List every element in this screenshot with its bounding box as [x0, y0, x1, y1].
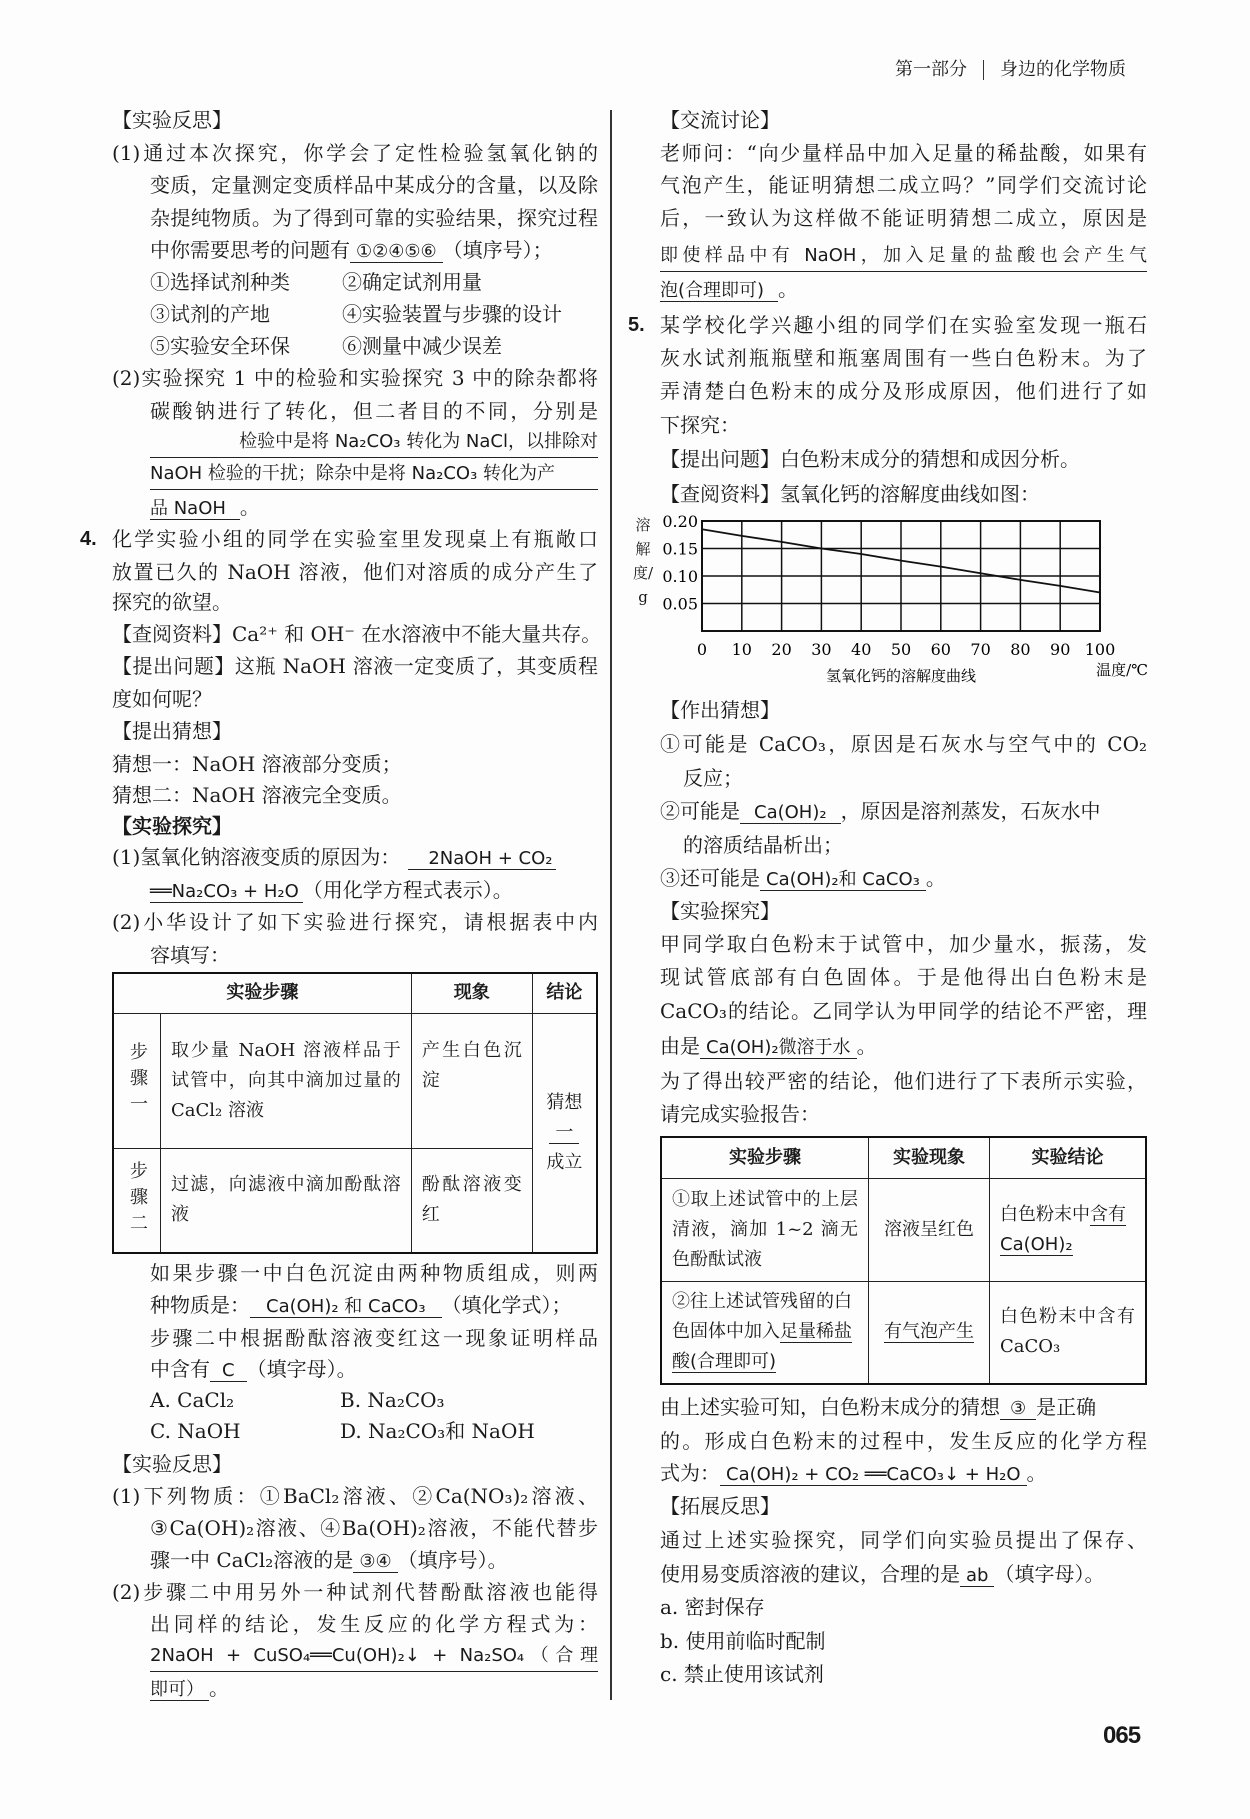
- data-point: [741, 535, 743, 537]
- table-header: 实验步骤: [113, 973, 411, 1013]
- text-line: (2)步骤二中用另外一种试剂代替酚酞溶液也能得: [112, 1580, 598, 1604]
- text: 是正确: [1036, 1395, 1097, 1419]
- text: ②往上述试管残留的白色固体中加入: [672, 1291, 852, 1343]
- experiment-report-table: [660, 1136, 1147, 1385]
- answer: 2NaOH + CO₂: [408, 848, 556, 870]
- option-item: ⑤实验安全环保: [150, 334, 290, 358]
- option-item: ③试剂的产地: [150, 302, 270, 326]
- text: 猜想: [546, 1091, 583, 1113]
- conclusion: 白色粉末中含有 CaCO₃: [990, 1281, 1147, 1384]
- answer: Ca(OH)₂微溶于水: [700, 1037, 857, 1059]
- text-line: 后，一致认为这样做不能证明猜想二成立，原因是: [660, 206, 1147, 230]
- answer: NaOH 检验的干扰；除杂中是将 Na₂CO₃ 转化为产: [150, 459, 598, 490]
- text-line: 探究的欲望。: [112, 590, 232, 614]
- text-line: 气泡产生，能证明猜想二成立吗？”同学们交流讨论: [660, 173, 1147, 197]
- data-point: [821, 548, 823, 550]
- choice-d: D. Na₂CO₃和 NaOH: [340, 1419, 535, 1443]
- x-tick-label: 20: [771, 640, 792, 659]
- table-row: [661, 1178, 1146, 1281]
- conclusion: [990, 1178, 1147, 1281]
- text-line: 步骤二中根据酚酞溶液变红这一现象证明样品: [150, 1326, 598, 1350]
- answer: ══Na₂CO₃ + H₂O: [150, 881, 303, 903]
- x-tick-label: 60: [930, 640, 951, 659]
- answer: ab: [960, 1565, 994, 1587]
- text-line: (1)通过本次探究，你学会了定性检验氢氧化钠的: [112, 141, 598, 165]
- table-row: [113, 1148, 597, 1253]
- page-number: 065: [1103, 1722, 1141, 1749]
- text-line: 如果步骤一中白色沉淀由两种物质组成，则两: [150, 1261, 598, 1285]
- text: （填字母）。: [246, 1357, 357, 1381]
- y-tick-label: 0.20: [662, 512, 698, 531]
- option-item: ④实验装置与步骤的设计: [342, 302, 562, 326]
- option-b: b. 使用前临时配制: [660, 1629, 826, 1653]
- step-text: [661, 1281, 869, 1384]
- text-line: CaCO₃的结论。乙同学认为甲同学的结论不严密，理: [660, 999, 1147, 1023]
- option-item: ①选择试剂种类: [150, 270, 290, 294]
- step-text: 过滤，向滤液中滴加酚酞溶液: [161, 1148, 412, 1253]
- section-heading: 【实验反思】: [112, 108, 232, 132]
- y-tick-label: 0.05: [662, 594, 698, 614]
- text: （用化学方程式表示）。: [302, 878, 513, 902]
- text: (1)氢氧化钠溶液变质的原因为：: [112, 845, 401, 869]
- x-tick-label: 80: [1010, 640, 1031, 659]
- problem-number: 5.: [628, 314, 645, 336]
- answer: 泡(合理即可): [660, 280, 778, 302]
- data-point: [781, 541, 783, 543]
- text-line: 【查阅资料】Ca²⁺ 和 OH⁻ 在水溶液中不能大量共存。: [112, 622, 602, 646]
- answer: Ca(OH)₂: [740, 802, 841, 824]
- text-line: 的。形成白色粉末的过程中，发生反应的化学方程: [660, 1429, 1147, 1453]
- header-title: 身边的化学物质: [1000, 59, 1126, 80]
- section-heading: 【实验探究】: [660, 899, 780, 923]
- data-point: [1099, 592, 1101, 594]
- text: （填字母）。: [994, 1562, 1105, 1586]
- x-tick-label: 100: [1084, 640, 1116, 659]
- text-line: 容填写：: [150, 943, 230, 967]
- chart-title: 氢氧化钙的溶解度曲线: [825, 667, 977, 685]
- text: 。: [239, 495, 260, 519]
- running-header: [895, 55, 1126, 81]
- text-line: 通过上述实验探究，同学们向实验员提出了保存、: [660, 1528, 1147, 1552]
- conclusion: [532, 1013, 597, 1253]
- text-line: 放置已久的 NaOH 溶液，他们对溶质的成分产生了: [112, 560, 598, 584]
- step-text: ①取上述试管中的上层清液，滴加 1~2 滴无色酚酞试液: [661, 1178, 869, 1281]
- table-header: 实验步骤: [661, 1137, 869, 1178]
- text: （填化学式）；: [441, 1293, 572, 1317]
- section-heading: 【作出猜想】: [660, 698, 780, 722]
- text: 使用易变质溶液的建议，合理的是: [660, 1562, 960, 1586]
- text-line: 甲同学取白色粉末于试管中，加少量水，振荡，发: [660, 932, 1147, 956]
- data-point: [980, 572, 982, 574]
- text: ②可能是: [660, 799, 740, 823]
- answer: 2NaOH + CuSO₄══Cu(OH)₂↓ + Na₂SO₄（合理: [150, 1641, 598, 1672]
- choice-b: B. Na₂CO₃: [340, 1388, 445, 1412]
- step-label: 步骤二: [113, 1148, 161, 1253]
- answer: ③: [1000, 1398, 1036, 1420]
- text-line: 反应；: [683, 766, 743, 790]
- text-line: 变质，定量测定变质样品中某成分的含量，以及除: [150, 173, 598, 197]
- step-text: 取少量 NaOH 溶液样品于试管中，向其中滴加过量的 CaCl₂ 溶液: [161, 1013, 412, 1148]
- text: 由是: [660, 1034, 700, 1058]
- x-tick-label: 50: [890, 640, 912, 659]
- text-line: 猜想二：NaOH 溶液完全变质。: [112, 783, 402, 807]
- table-header: 现象: [411, 973, 532, 1013]
- answer: ①②④⑤⑥: [350, 241, 443, 263]
- section-heading: 【实验探究】: [112, 814, 232, 838]
- answer: 一: [549, 1122, 579, 1144]
- text-line: (1)下列物质：①BaCl₂溶液、②Ca(NO₃)₂溶液、: [112, 1484, 598, 1508]
- text: 白色粉末中: [1000, 1203, 1090, 1225]
- text-line: (2)实验探究 1 中的检验和实验探究 3 中的除杂都将: [112, 366, 598, 390]
- text-line: 猜想一：NaOH 溶液部分变质；: [112, 752, 402, 776]
- data-point: [1059, 585, 1061, 587]
- answer: 检验中是将 Na₂CO₃ 转化为 NaCl，以排除对: [150, 427, 598, 458]
- experiment-table: [112, 972, 598, 1254]
- table-row: [113, 1013, 597, 1148]
- header-section: 第一部分: [895, 59, 967, 80]
- x-tick-label: 40: [851, 640, 872, 659]
- text-line: 化学实验小组的同学在实验室里发现桌上有瓶敞口: [112, 527, 598, 551]
- text-line: 杂提纯物质。为了得到可靠的实验结果，探究过程: [150, 206, 598, 230]
- text-line: 为了得出较严密的结论，他们进行了下表所示实验，: [660, 1069, 1147, 1093]
- y-axis-label: 溶解度/g: [633, 516, 654, 606]
- text: 。: [1026, 1461, 1047, 1485]
- text-line: 老师问：“向少量样品中加入足量的稀盐酸，如果有: [660, 141, 1147, 165]
- text: 骤一中 CaCl₂溶液的是: [150, 1548, 354, 1572]
- text: 。: [778, 277, 799, 301]
- text-line: 下探究：: [660, 413, 740, 437]
- data-point: [940, 566, 942, 568]
- answer: Ca(OH)₂ + CO₂ ══CaCO₃↓ + H₂O: [720, 1464, 1027, 1486]
- table-header: 实验结论: [990, 1137, 1147, 1178]
- data-point: [1020, 579, 1022, 581]
- answer: ③④: [353, 1551, 397, 1573]
- step-label: 步骤一: [113, 1013, 161, 1148]
- data-point: [701, 528, 703, 530]
- x-tick-label: 30: [811, 640, 832, 659]
- section-heading: 【拓展反思】: [660, 1494, 780, 1518]
- text: 式为：: [660, 1461, 720, 1485]
- option-item: ⑥测量中减少误差: [342, 334, 502, 358]
- text-line: ①可能是 CaCO₃，原因是石灰水与空气中的 CO₂: [660, 732, 1147, 756]
- choice-a: A. CaCl₂: [150, 1388, 235, 1412]
- text-line: (2)小华设计了如下实验进行探究，请根据表中内: [112, 910, 598, 934]
- text-line: 碳酸钠进行了转化，但二者目的不同，分别是: [150, 399, 598, 423]
- table-header: 实验现象: [869, 1137, 990, 1178]
- answer: 有气泡产生: [884, 1321, 974, 1343]
- section-heading: 【实验反思】: [112, 1452, 232, 1476]
- x-tick-label: 90: [1050, 640, 1071, 659]
- text-line: 度如何呢？: [112, 687, 212, 711]
- text: ③还可能是: [660, 866, 760, 890]
- phenomenon: 产生白色沉淀: [411, 1013, 532, 1148]
- y-tick-label: 0.15: [662, 539, 698, 559]
- x-tick-label: 0: [696, 640, 708, 659]
- text: 成立: [546, 1151, 583, 1173]
- option-a: a. 密封保存: [660, 1595, 765, 1619]
- problem-number: 4.: [80, 528, 97, 550]
- answer: Ca(OH)₂和 CaCO₃: [760, 869, 926, 891]
- text-line: 灰水试剂瓶瓶壁和瓶塞周围有一些白色粉末。为了: [660, 346, 1147, 370]
- text: 种物质是：: [150, 1293, 250, 1317]
- text-line: 【查阅资料】氢氧化钙的溶解度曲线如图：: [660, 482, 1040, 506]
- text-line: ③Ca(OH)₂溶液、④Ba(OH)₂溶液，不能代替步: [150, 1516, 598, 1540]
- solubility-chart: [630, 505, 1150, 695]
- text-line: 某学校化学兴趣小组的同学们在实验室发现一瓶石: [660, 313, 1147, 337]
- x-tick-label: 10: [731, 640, 752, 659]
- answer: 即使样品中有 NaOH，加入足量的盐酸也会产生气: [660, 241, 1147, 272]
- text-line: 【提出问题】这瓶 NaOH 溶液一定变质了，其变质程: [112, 654, 598, 678]
- text-line: 出同样的结论，发生反应的化学方程式为：: [150, 1612, 598, 1636]
- data-point: [900, 560, 902, 562]
- option-c: c. 禁止使用该试剂: [660, 1662, 824, 1686]
- text: 由上述实验可知，白色粉末成分的猜想: [660, 1395, 1000, 1419]
- text: 中你需要思考的问题有: [150, 238, 350, 262]
- phenomenon: 溶液呈红色: [869, 1178, 990, 1281]
- section-heading: 【提出猜想】: [112, 719, 232, 743]
- answer: C: [210, 1360, 247, 1382]
- choice-c: C. NaOH: [150, 1419, 241, 1443]
- text: 。: [856, 1034, 877, 1058]
- header-separator: [983, 60, 984, 80]
- text: 。: [925, 866, 946, 890]
- x-tick-label: 70: [970, 640, 991, 659]
- text-line: 【提出问题】白色粉末成分的猜想和成因分析。: [660, 447, 1080, 471]
- phenomenon: [869, 1281, 990, 1384]
- section-heading: 【交流讨论】: [660, 108, 780, 132]
- text-line: 弄清楚白色粉末的成分及形成原因，他们进行了如: [660, 379, 1147, 403]
- option-item: ②确定试剂用量: [342, 270, 482, 294]
- table-row: [661, 1281, 1146, 1384]
- text-line: 请完成实验报告：: [660, 1102, 820, 1126]
- x-axis-label: 温度/℃: [1096, 661, 1148, 679]
- y-tick-label: 0.10: [662, 567, 698, 586]
- answer: 品 NaOH: [150, 498, 240, 520]
- answer: 即可）: [150, 1679, 209, 1701]
- answer: 含有Ca(OH)₂: [1000, 1203, 1126, 1255]
- phenomenon: 酚酞溶液变红: [411, 1148, 532, 1253]
- data-point: [860, 553, 862, 555]
- text: （填序号）。: [397, 1548, 508, 1572]
- answer: 足量稀盐酸(合理即可): [672, 1321, 852, 1373]
- text: ，原因是溶剂蒸发，石灰水中: [840, 799, 1101, 823]
- text: 。: [209, 1676, 229, 1700]
- answer: Ca(OH)₂ 和 CaCO₃: [250, 1296, 442, 1318]
- column-divider: [610, 110, 612, 1700]
- text: 中含有: [150, 1357, 210, 1381]
- table-header: 结论: [532, 973, 597, 1013]
- text: （填序号）；: [442, 238, 553, 262]
- text-line: 现试管底部有白色固体。于是他得出白色粉末是: [660, 965, 1147, 989]
- text-line: 的溶质结晶析出；: [683, 833, 843, 857]
- text-line: [150, 235, 598, 265]
